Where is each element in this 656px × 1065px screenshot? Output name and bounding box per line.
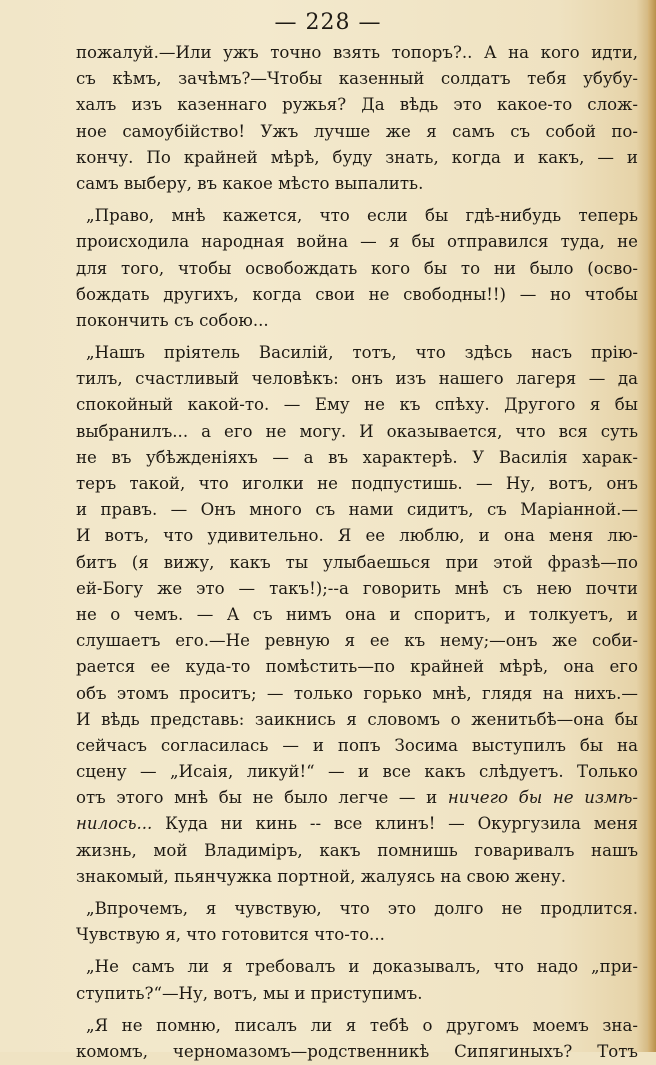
text-line: комомъ, черномазомъ—родственникѣ Сипягиныхъ? Тотъ — [76, 1041, 638, 1061]
text-line: „Не самъ ли я требовалъ и доказывалъ, что надо „при- — [86, 957, 638, 977]
text-line: „Нашъ пріятель Василій, тотъ, что здѣсь насъ прію- — [86, 343, 638, 363]
text-line — [76, 785, 638, 811]
text-line: не о чемъ. — А съ нимъ она и споритъ, и толкуетъ, и — [76, 604, 638, 624]
text-line: съ кѣмъ, зачѣмъ?—Чтобы казенный солдатъ тебя убубу- — [76, 69, 638, 89]
text-fragment: отъ этого мнѣ бы не было легче — и — [76, 788, 438, 808]
text-line: и правъ. — Онъ много съ нами сидитъ, съ Маріанной.— — [76, 500, 638, 520]
text-line: покончить съ собою... — [76, 310, 269, 330]
text-line: И вѣдь представь: заикнись я словомъ о женитьбѣ—она бы — [76, 709, 638, 729]
text-line: битъ (я вижу, какъ ты улыбаешься при этой фразѣ—по — [76, 552, 638, 572]
text-line: бождать другихъ, когда свои не свободны!!) — но чтобы — [76, 284, 638, 304]
text-line — [76, 811, 638, 837]
text-line: ступить?“—Ну, вотъ, мы и приступимъ. — [76, 983, 423, 1003]
text-line: происходила народная война — я бы отправился туда, не — [76, 232, 638, 252]
text-line: „Впрочемъ, я чувствую, что это долго не продлится. — [86, 899, 638, 918]
text-line: теръ такой, что иголки не подпустишь. — Ну, вотъ, онъ — [76, 474, 638, 493]
text-line: халъ изъ казеннаго ружья? Да вѣдь это какое-то слож- — [76, 95, 638, 115]
text-line: слушаетъ его.—Не ревную я ее къ нему;—онъ же соби- — [76, 631, 638, 651]
paragraph — [76, 954, 638, 1006]
text-line: И вотъ, что удивительно. Я ее люблю, и она меня лю- — [76, 526, 638, 546]
italic-fragment: ничего бы не измѣ- — [437, 788, 638, 808]
text-line: рается ее куда-то помѣстить—по крайней мѣрѣ, она его — [76, 657, 638, 677]
text-line: объ этомъ проситъ; — только горько мнѣ, глядя на нихъ.— — [76, 683, 638, 703]
text-line: для того, чтобы освобождать кого бы то ни было (осво- — [76, 258, 638, 278]
text-line: „Я не помню, писалъ ли я тебѣ о другомъ моемъ зна- — [86, 1015, 638, 1035]
text-line: спокойный какой-то. — Ему не къ спѣху. Другого я бы — [76, 395, 638, 415]
text-line: не въ убѣжденіяхъ — а въ характерѣ. У Василія харак- — [76, 447, 638, 467]
text-line: Чувствую я, что готовится что-то... — [76, 925, 385, 945]
paragraph — [76, 896, 638, 948]
text-line: выбранилъ... а его не могу. И оказывается, что вся суть — [76, 421, 638, 441]
body-text — [76, 40, 638, 1065]
text-fragment: Куда ни кинь -- все клинъ! — Окургузила меня — [152, 814, 638, 834]
text-line: ей-Богу же это — такъ!);--а говорить мнѣ съ нею почти — [76, 578, 638, 598]
page-edge — [648, 0, 656, 1052]
text-line: кончу. По крайней мѣрѣ, буду знать, когда и какъ, — и — [76, 147, 638, 167]
text-line: ное самоубійство! Ужъ лучше же я самъ съ собой по- — [76, 121, 638, 141]
text-line: пожалуй.—Или ужъ точно взять топоръ?.. А на кого идти, — [76, 43, 638, 62]
text-line: самъ выберу, въ какое мѣсто выпалить. — [76, 173, 424, 193]
paragraph — [76, 203, 638, 334]
text-line: сейчасъ согласилась — и попъ Зосима выступилъ бы на — [76, 735, 638, 755]
italic-fragment: нилось... — [76, 814, 153, 834]
text-line: сцену — „Исаія, ликуй!“ — и все какъ слѣдуетъ. Только — [76, 762, 638, 782]
paragraph — [76, 340, 638, 890]
page-number: — 228 — — [274, 10, 382, 35]
text-line: „Право, мнѣ кажется, что если бы гдѣ-нибудь теперь — [86, 206, 638, 226]
text-line: тилъ, счастливый человѣкъ: онъ изъ нашего лагеря — да — [76, 369, 638, 389]
text-line: жизнь, мой Владиміръ, какъ помнишь говаривалъ нашъ — [76, 840, 638, 860]
paragraph — [76, 40, 638, 197]
paragraph — [76, 1013, 638, 1065]
text-line: знакомый, пьянчужка портной, жалуясь на свою жену. — [76, 866, 567, 886]
